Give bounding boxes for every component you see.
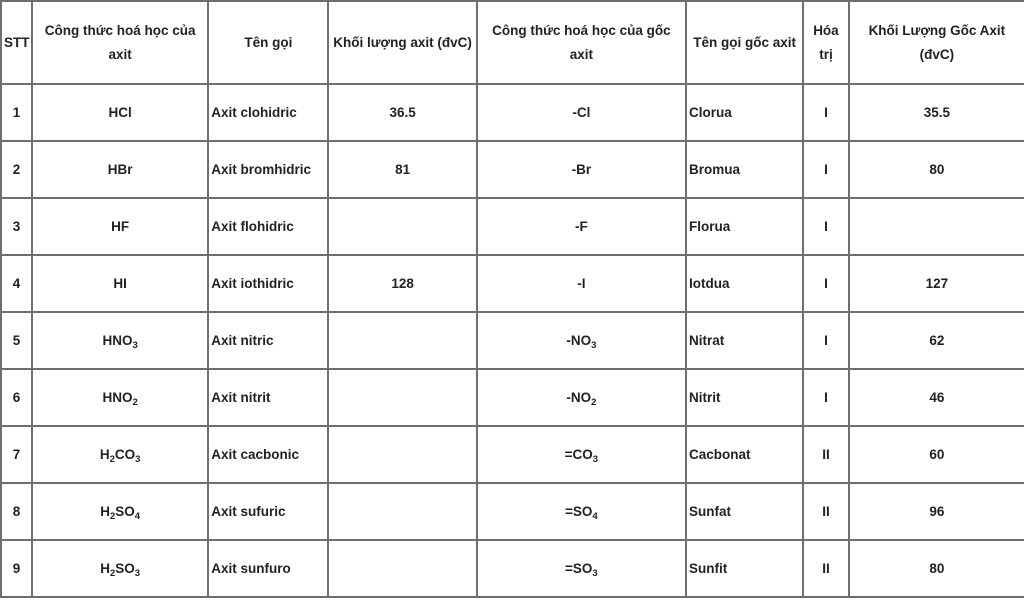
table-row [1,426,1024,483]
formula-part: =CO [564,447,593,462]
cell-valence: I [803,312,849,369]
cell-acid-mass [328,540,476,597]
cell-stt: 4 [1,255,32,312]
cell-radical-name: Sunfat [686,483,803,540]
cell-valence: I [803,369,849,426]
formula-part: SO [115,504,135,519]
cell-acid-name: Axit sufuric [208,483,328,540]
cell-stt: 5 [1,312,32,369]
formula-part: HNO [102,390,133,405]
cell-radical-mass: 127 [849,255,1024,312]
table-row [1,255,1024,312]
cell-radical-formula [477,312,686,369]
cell-acid-mass [328,312,476,369]
formula-part: -NO [566,390,592,405]
cell-radical-mass: 62 [849,312,1024,369]
header-row [1,1,1024,84]
cell-acid-mass: 36.5 [328,84,476,141]
cell-acid-formula [32,426,208,483]
formula-part: HCl [108,105,132,120]
cell-acid-formula [32,141,208,198]
cell-radical-name: Iotdua [686,255,803,312]
cell-acid-name: Axit nitrit [208,369,328,426]
cell-radical-formula [477,426,686,483]
cell-acid-name: Axit clohidric [208,84,328,141]
cell-acid-formula [32,84,208,141]
formula-part: =SO [565,561,593,576]
formula-subscript: 4 [134,511,141,522]
formula-part: H [100,561,110,576]
cell-radical-name: Nitrat [686,312,803,369]
cell-acid-name: Axit bromhidric [208,141,328,198]
cell-acid-formula [32,369,208,426]
cell-radical-formula [477,483,686,540]
table-header [1,1,1024,84]
cell-stt: 2 [1,141,32,198]
formula-part: =SO [565,504,593,519]
cell-acid-name: Axit cacbonic [208,426,328,483]
formula-part: HI [113,276,127,291]
cell-valence: II [803,483,849,540]
formula-subscript: 3 [591,340,597,351]
cell-radical-name: Nitrit [686,369,803,426]
formula-subscript: 2 [109,454,115,465]
cell-radical-formula [477,369,686,426]
table-row [1,141,1024,198]
formula-part: H [99,447,110,462]
cell-stt: 3 [1,198,32,255]
formula-subscript: 3 [135,454,141,465]
cell-stt: 1 [1,84,32,141]
table-row [1,483,1024,540]
cell-radical-formula [477,198,686,255]
header-mass: Khối lượng axit (đvC) [328,1,476,84]
table-row [1,198,1024,255]
cell-acid-name: Axit flohidric [208,198,328,255]
cell-valence: I [803,198,849,255]
cell-acid-name: Axit sunfuro [208,540,328,597]
cell-valence: II [803,540,849,597]
formula-subscript: 3 [132,340,138,351]
cell-radical-mass: 80 [849,141,1024,198]
cell-acid-formula [32,198,208,255]
formula-subscript: 4 [592,511,598,522]
formula-part: HNO [102,333,133,348]
cell-acid-formula [32,483,208,540]
table-row [1,369,1024,426]
cell-valence: I [803,141,849,198]
cell-acid-mass [328,426,476,483]
cell-acid-name: Axit iothidric [208,255,328,312]
formula-subscript: 2 [132,397,138,408]
cell-acid-formula [32,312,208,369]
formula-part: HBr [107,162,133,177]
formula-part: -Br [571,162,592,177]
cell-acid-mass [328,198,476,255]
cell-radical-mass: 46 [849,369,1024,426]
formula-subscript: 2 [109,511,116,522]
cell-radical-mass: 35.5 [849,84,1024,141]
formula-part: SO [115,561,135,576]
table-row [1,540,1024,597]
table-row [1,84,1024,141]
table-body [1,84,1024,597]
header-stt: STT [1,1,32,84]
cell-valence: II [803,426,849,483]
formula-part: H [100,504,110,519]
cell-radical-name: Bromua [686,141,803,198]
header-radical-mass: Khối Lượng Gốc Axit (đvC) [849,1,1024,84]
cell-radical-mass [849,198,1024,255]
cell-radical-name: Florua [686,198,803,255]
header-radical-formula: Công thức hoá học của gốc axit [477,1,686,84]
cell-radical-mass: 60 [849,426,1024,483]
cell-acid-formula [32,540,208,597]
formula-part: HF [111,219,130,234]
formula-part: CO [114,447,136,462]
formula-part: -F [574,219,588,234]
cell-acid-formula [32,255,208,312]
header-valence: Hóa trị [803,1,849,84]
cell-radical-mass: 80 [849,540,1024,597]
cell-stt: 7 [1,426,32,483]
cell-stt: 9 [1,540,32,597]
cell-radical-name: Clorua [686,84,803,141]
cell-radical-formula [477,255,686,312]
formula-subscript: 3 [134,568,141,579]
cell-radical-formula [477,141,686,198]
formula-part: -NO [566,333,592,348]
table-row [1,312,1024,369]
cell-acid-name: Axit nitric [208,312,328,369]
header-radical-name: Tên gọi gốc axit [686,1,803,84]
cell-stt: 8 [1,483,32,540]
formula-subscript: 2 [591,397,597,408]
formula-part: -Cl [572,105,591,120]
cell-acid-mass: 128 [328,255,476,312]
formula-subscript: 3 [592,454,599,465]
cell-acid-mass [328,483,476,540]
formula-subscript: 3 [592,568,598,579]
header-formula: Công thức hoá học của axit [32,1,208,84]
formula-part: -I [577,276,586,291]
cell-acid-mass [328,369,476,426]
cell-radical-formula [477,540,686,597]
header-name: Tên gọi [208,1,328,84]
cell-radical-name: Cacbonat [686,426,803,483]
cell-valence: I [803,255,849,312]
cell-radical-mass: 96 [849,483,1024,540]
cell-radical-formula [477,84,686,141]
formula-subscript: 2 [109,568,116,579]
cell-acid-mass: 81 [328,141,476,198]
cell-stt: 6 [1,369,32,426]
cell-valence: I [803,84,849,141]
cell-radical-name: Sunfit [686,540,803,597]
